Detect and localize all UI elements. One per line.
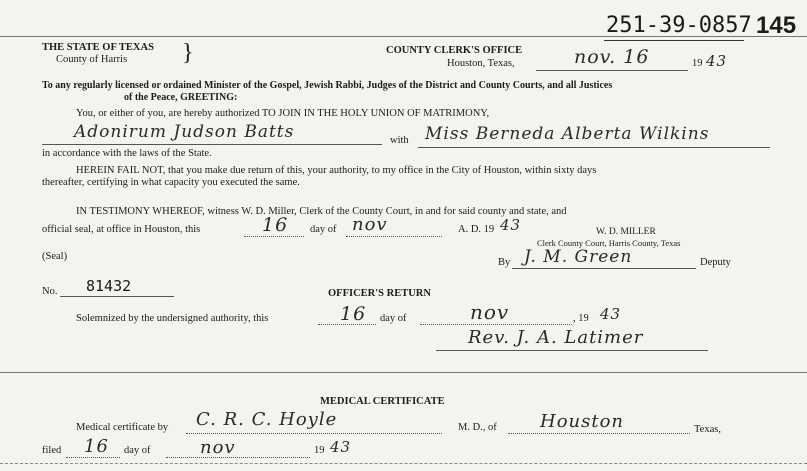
- office-location: Houston, Texas,: [447, 58, 515, 69]
- filed-day-of: day of: [124, 445, 151, 456]
- filed-label: filed: [42, 445, 62, 456]
- officiant-signature: Rev. J. A. Latimer: [468, 327, 644, 348]
- bride-name: Miss Berneda Alberta Wilkins: [425, 124, 710, 144]
- filed-year: 43: [330, 438, 352, 456]
- clerk-name: W. D. MILLER: [596, 227, 656, 237]
- doctor-signature: C. R. C. Hoyle: [196, 409, 338, 430]
- return-title: OFFICER'S RETURN: [328, 288, 431, 299]
- testimony-prefix: official seal, at office in Houston, this: [42, 224, 201, 235]
- office-year-prefix: 19: [692, 58, 703, 69]
- authorization-text: You, or either of you, are hereby authorized TO JOIN IN THE HOLY UNION OF MATRIMONY,: [76, 108, 490, 119]
- return-year: 43: [600, 305, 622, 323]
- filed-day: 16: [84, 436, 109, 457]
- doctor-line: [186, 433, 442, 434]
- county-label: County of Harris: [56, 54, 128, 65]
- state-title: THE STATE OF TEXAS: [42, 42, 154, 53]
- filed-day-line: [66, 457, 120, 458]
- state-brace: }: [182, 40, 194, 66]
- by-label: By: [498, 257, 511, 268]
- filed-year-prefix: 19: [314, 445, 325, 456]
- deputy-signature: J. M. Green: [524, 247, 633, 267]
- with-label: with: [390, 135, 409, 146]
- office-date-line: [536, 70, 688, 71]
- herein-line2: thereafter, certifying in what capacity you executed the same.: [42, 177, 300, 188]
- medical-text: Medical certificate by: [76, 422, 169, 433]
- return-month-line: [420, 324, 572, 325]
- city-line: [508, 433, 690, 434]
- medical-title: MEDICAL CERTIFICATE: [320, 396, 445, 407]
- page-number: 145: [756, 12, 797, 39]
- greeting-line2: of the Peace, GREETING:: [124, 92, 238, 103]
- testimony-line1: IN TESTIMONY WHEREOF, witness W. D. Miller, Clerk of the County Court, in and for said county and state, and: [76, 206, 567, 217]
- return-day: 16: [340, 303, 367, 325]
- bottom-rule: [0, 463, 807, 464]
- return-day-of: day of: [380, 313, 407, 324]
- top-rule: [0, 36, 807, 37]
- groom-name: Adonirum Judson Batts: [74, 122, 295, 142]
- deputy-line: [512, 268, 696, 269]
- md-label: M. D., of: [458, 422, 497, 433]
- return-year-prefix: , 19: [573, 313, 589, 324]
- greeting-line1: To any regularly licensed or ordained Minister of the Gospel, Jewish Rabbi, Judges of the District and County Courts, and all Justices: [42, 80, 613, 91]
- deputy-label: Deputy: [700, 257, 731, 268]
- laws-text: in accordance with the laws of the State.: [42, 148, 212, 159]
- texas-label: Texas,: [694, 424, 721, 435]
- return-text: Solemnized by the undersigned authority, this: [76, 313, 269, 324]
- testimony-month-line: [346, 236, 442, 237]
- number-label: No.: [42, 286, 58, 297]
- office-year: 43: [706, 52, 728, 70]
- groom-line: [42, 144, 382, 145]
- testimony-day-line: [244, 236, 304, 237]
- testimony-year: 43: [500, 216, 522, 234]
- filed-month-line: [166, 457, 310, 458]
- seal-label: (Seal): [42, 251, 68, 262]
- office-title: COUNTY CLERK'S OFFICE: [386, 45, 523, 56]
- officiant-line: [436, 350, 708, 351]
- bride-line: [418, 147, 770, 148]
- herein-line1: HEREIN FAIL NOT, that you make due return of this, your authority, to my office in the City of Houston, within sixty days: [76, 165, 597, 176]
- office-date: nov. 16: [574, 46, 650, 68]
- clerk-title: Clerk County Court, Harris County, Texas: [537, 238, 681, 248]
- testimony-month: nov: [352, 214, 388, 235]
- medical-city: Houston: [540, 411, 625, 432]
- record-number: 81432: [86, 277, 132, 295]
- testimony-ad: A. D. 19: [458, 224, 495, 235]
- return-month: nov: [470, 300, 510, 324]
- number-line: [60, 296, 174, 297]
- return-day-line: [318, 324, 376, 325]
- testimony-day: 16: [262, 214, 289, 236]
- testimony-day-of: day of: [310, 224, 337, 235]
- mid-rule: [0, 372, 807, 373]
- filed-month: nov: [200, 437, 236, 458]
- file-number-underline: [604, 40, 744, 41]
- file-number: 251-39-0857: [606, 13, 752, 38]
